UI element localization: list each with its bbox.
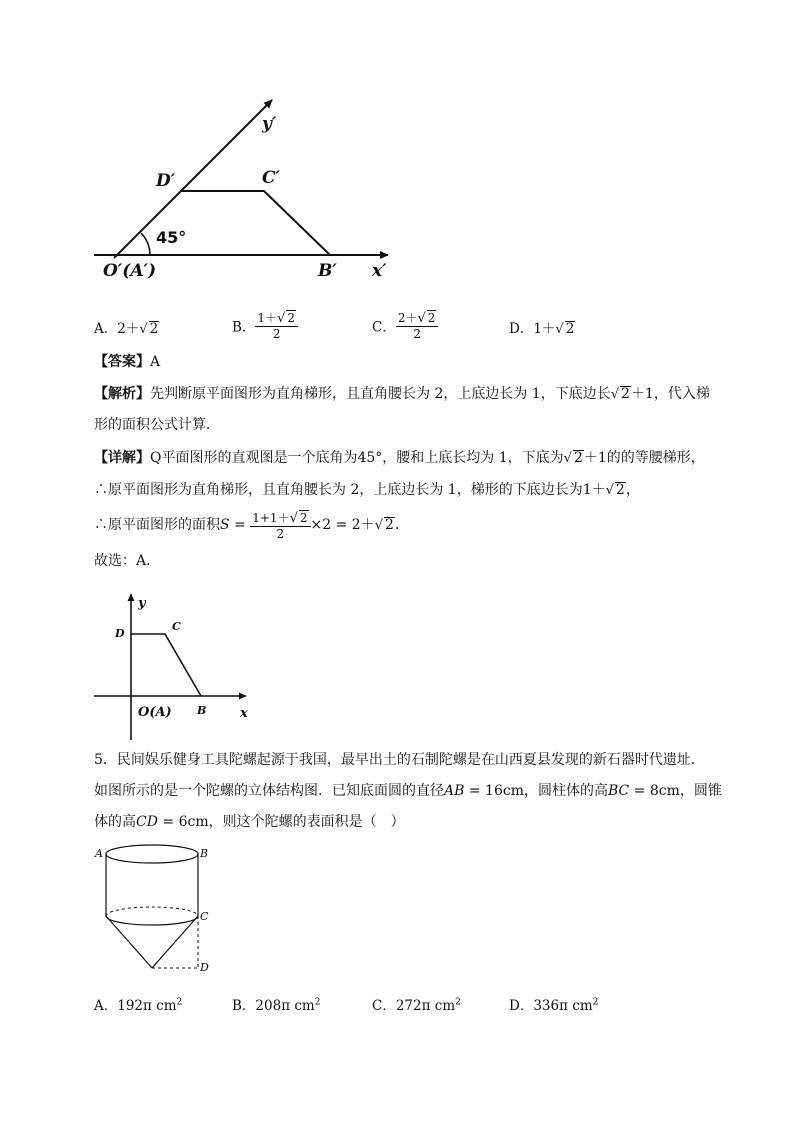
detail-line-1: 【详解】Q平面图形的直观图是一个底角为45°，腰和上底长均为 1，下底为√ 2＋1的的等腰梯形， — [94, 450, 705, 466]
bottom-ellipse-front — [106, 916, 198, 925]
q5-option-b[interactable]: B．208π $cm^2$ — [232, 997, 321, 1014]
label-a-top: A — [95, 847, 103, 860]
q5-option-d[interactable]: D．336π $cm^2$ — [509, 997, 599, 1014]
q5-line-3: 体的高CD = 6cm，则这个陀螺的表面积是（ ） — [94, 814, 405, 830]
detail-line-3: ∴原平面图形的面积S = $\frac{1+1+√ 2}{2}$ ×2 = 2＋√ 2． — [94, 510, 409, 541]
answer-value: A — [150, 354, 161, 370]
label-c: C — [172, 620, 181, 633]
detail-line-2: ∴原平面图形为直角梯形，且直角腰长为 2，上底边长为 1，梯形的下底边长为1＋√ 2， — [94, 482, 640, 498]
label-o: O(A) — [138, 705, 172, 720]
label-d: D — [115, 627, 125, 640]
label-d-bottom: D — [200, 961, 209, 974]
q4-option-c[interactable]: C． $\frac{2+√ 2}{2}$ — [372, 310, 438, 341]
label-c-mid: C — [200, 910, 209, 923]
label-origin: O′(A′) — [103, 261, 157, 281]
label-b-prime: B′ — [318, 261, 337, 281]
detail-tag: 【详解】 — [94, 450, 150, 466]
label-b: B — [197, 704, 207, 717]
label-c-prime: C′ — [262, 168, 281, 188]
top-ellipse — [106, 845, 198, 863]
conclusion-line: 故选：A． — [94, 553, 161, 569]
bottom-ellipse-back — [106, 907, 198, 916]
answer-tag: 【答案】 — [94, 354, 150, 370]
q5-line-2: 如图所示的是一个陀螺的立体结构图．已知底面圆的直径AB = 16cm，圆柱体的高BC = 8cm，圆锥 — [94, 783, 722, 799]
analysis-line-2: 形的面积公式计算． — [94, 417, 220, 433]
q5-option-c[interactable]: C．272π $cm^2$ — [372, 997, 461, 1014]
label-x: x — [240, 706, 248, 721]
q4-option-a[interactable]: A．2＋√ 2 — [94, 321, 159, 337]
q4-option-d[interactable]: D．1＋√ 2 — [509, 321, 575, 337]
q5-line-1: 5．民间娱乐健身工具陀螺起源于我国，最早出土的石制陀螺是在山西夏县发现的新石器时代遗址． — [94, 752, 705, 768]
q5-option-a[interactable]: A．192π $cm^2$ — [94, 997, 183, 1014]
q4-option-b[interactable]: B． $\frac{1+√ 2}{2}$ — [232, 310, 298, 341]
label-d-prime: D′ — [156, 171, 176, 191]
analysis-line-1: 【解析】先判断原平面图形为直角梯形，且直角腰长为 2，上底边长为 1，下底边长√ 2＋1，代入梯 — [94, 386, 710, 402]
analysis-tag: 【解析】 — [94, 386, 150, 402]
label-b-top: B — [200, 847, 209, 860]
label-angle: 45° — [156, 228, 187, 247]
label-y: y — [138, 596, 146, 611]
label-x-prime: x′ — [372, 261, 387, 281]
label-y-prime: y′ — [262, 114, 277, 134]
